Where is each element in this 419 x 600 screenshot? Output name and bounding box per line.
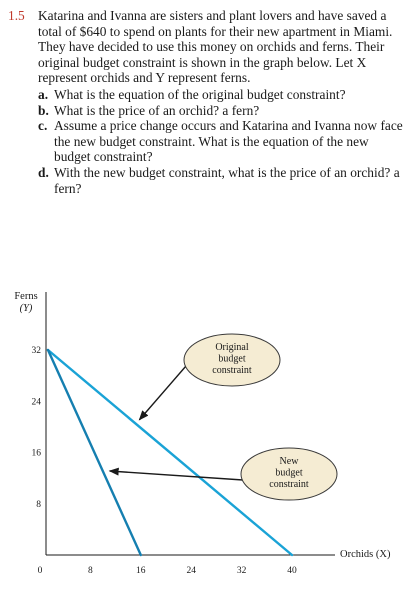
x-tick-labels <box>38 566 297 576</box>
callout-label: constraint <box>269 479 309 490</box>
budget-constraint-graph <box>0 280 419 600</box>
x-axis-label: Orchids (X) <box>340 549 391 560</box>
y-tick-labels <box>32 346 42 510</box>
sub-question-text: Assume a price change occurs and Katarina and Ivanna now face the new budget constraint. What is the equation of the new budget constraint? <box>54 118 403 165</box>
new-budget-line <box>48 350 141 555</box>
callout-label: budget <box>218 353 246 365</box>
sub-question-text: What is the price of an orchid? a fern? <box>54 102 260 118</box>
problem-number: 1.5 <box>8 8 25 23</box>
x-tick-label: 8 <box>88 566 93 576</box>
y-axis-label: Ferns <box>14 291 38 302</box>
callout-label: constraint <box>212 365 252 376</box>
callout-label: Original <box>215 342 249 353</box>
y-tick-label: 32 <box>31 346 41 356</box>
axes <box>46 292 335 555</box>
sub-question-text: What is the equation of the original budget constraint? <box>54 86 346 102</box>
sub-question-c <box>38 118 408 165</box>
x-tick-label: 32 <box>236 566 247 576</box>
x-tick-label: 24 <box>186 566 196 576</box>
problem-block <box>8 8 408 196</box>
sub-question-label: c. <box>38 118 48 134</box>
callout-label: budget <box>275 467 303 479</box>
y-tick-label: 8 <box>36 499 41 510</box>
sub-question-label: d. <box>38 164 49 180</box>
x-tick-label: 16 <box>136 566 146 576</box>
y-tick-label: 16 <box>31 448 41 459</box>
x-tick-label: 40 <box>287 566 297 576</box>
sub-question-d <box>38 165 408 196</box>
callout-label: New <box>279 456 299 467</box>
sub-question-label: a. <box>38 86 49 102</box>
y-tick-label: 24 <box>31 397 41 408</box>
sub-question-b <box>38 103 408 119</box>
sub-question-text: With the new budget constraint, what is the price of an orchid? a fern? <box>54 164 400 196</box>
problem-intro: Katarina and Ivanna are sisters and plant lovers and have saved a total of $640 to spend on plants for their new apartment in Miami. They have decided to use this money on orchids and ferns. Their original budget constraint is shown in the graph below. Let X represent orchids and Y represent ferns. <box>38 8 393 86</box>
x-tick-label: 0 <box>37 566 43 576</box>
callout-arrow <box>110 471 243 480</box>
sub-question-list <box>38 87 408 196</box>
callouts <box>110 334 337 500</box>
sub-question-label: b. <box>38 102 49 118</box>
y-axis-label-variable: (Y) <box>19 303 33 314</box>
sub-question-a <box>38 87 408 103</box>
callout-arrow <box>139 366 186 420</box>
